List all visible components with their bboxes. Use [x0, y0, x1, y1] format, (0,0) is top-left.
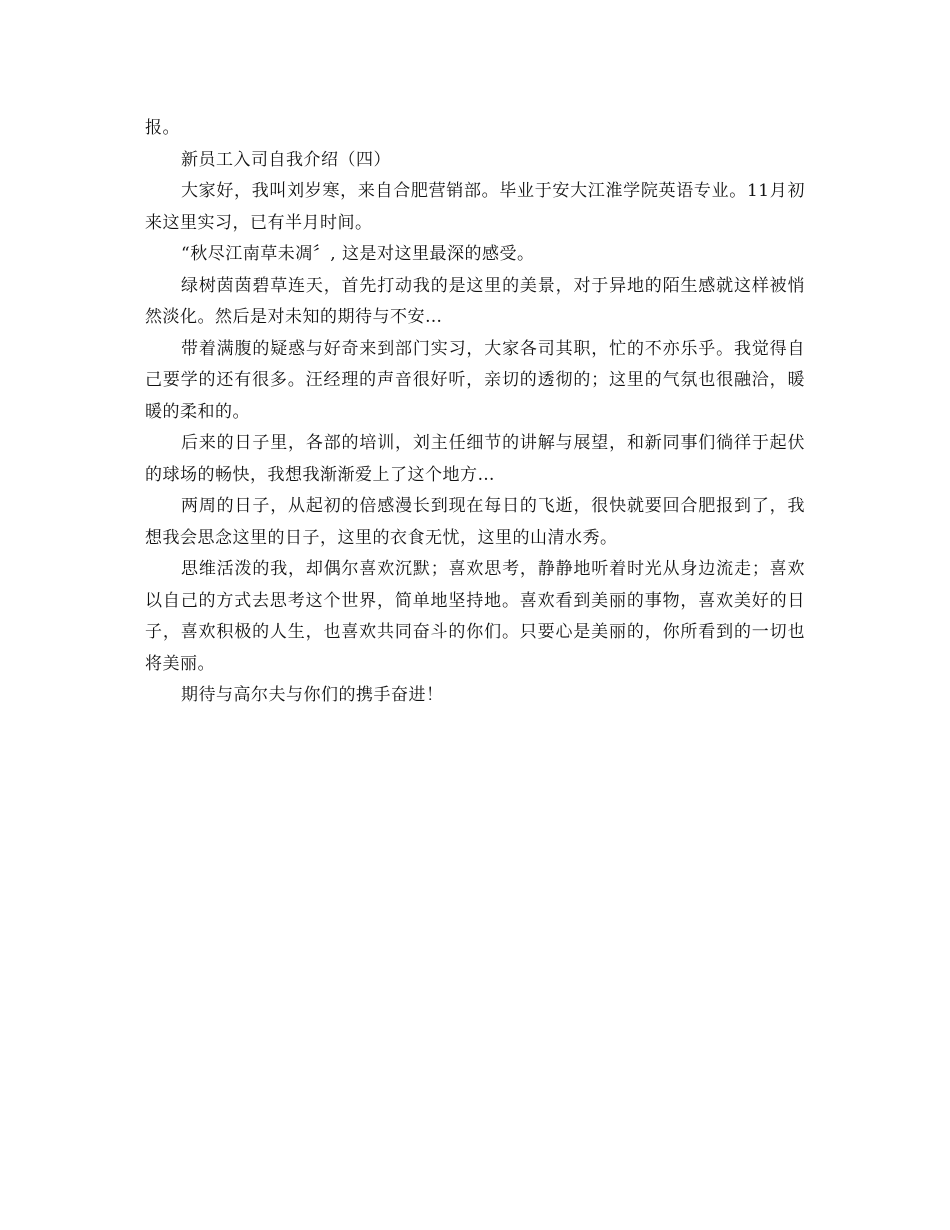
- document-body: [145, 113, 805, 712]
- paragraph-department: 带着满腹的疑惑与好奇来到部门实习，大家各司其职，忙的不亦乐乎。我觉得自己要学的还有很多。汪经理的声音很好听，亲切的透彻的；这里的气氛也很融洽，暖暖的柔和的。: [145, 338, 805, 422]
- section-heading: 新员工入司自我介绍（四）: [181, 149, 391, 170]
- paragraph-closing: 期待与高尔夫与你们的携手奋进！: [181, 685, 444, 705]
- paragraph-personality: 思维活泼的我，却偶尔喜欢沉默；喜欢思考，静静地听着时光从身边流走；喜欢以自己的方式去思考这个世界，简单地坚持地。喜欢看到美丽的事物，喜欢美好的日子，喜欢积极的人生，也喜欢共同奋斗的你们。只要心是美丽的，你所看到的一切也将美丽。: [145, 559, 805, 674]
- paragraph-quote: “秋尽江南草未凋〞, 这是对这里最深的感受。: [181, 244, 535, 264]
- paragraph-continuation: 报。: [145, 118, 180, 138]
- paragraph-intro: 大家好，我叫刘岁寒，来自合肥营销部。毕业于安大江淮学院英语专业。11月初来这里实习，已有半月时间。: [145, 181, 805, 233]
- paragraph-two-weeks: 两周的日子，从起初的倍感漫长到现在每日的飞逝，很快就要回合肥报到了，我想我会思念这里的日子，这里的衣食无忧，这里的山清水秀。: [145, 496, 805, 548]
- paragraph-scenery: 绿树茵茵碧草连天，首先打动我的是这里的美景，对于异地的陌生感就这样被悄然淡化。然后是对未知的期待与不安…: [145, 275, 805, 327]
- paragraph-training: 后来的日子里，各部的培训，刘主任细节的讲解与展望，和新同事们徜徉于起伏的球场的畅快，我想我渐渐爱上了这个地方…: [145, 433, 805, 485]
